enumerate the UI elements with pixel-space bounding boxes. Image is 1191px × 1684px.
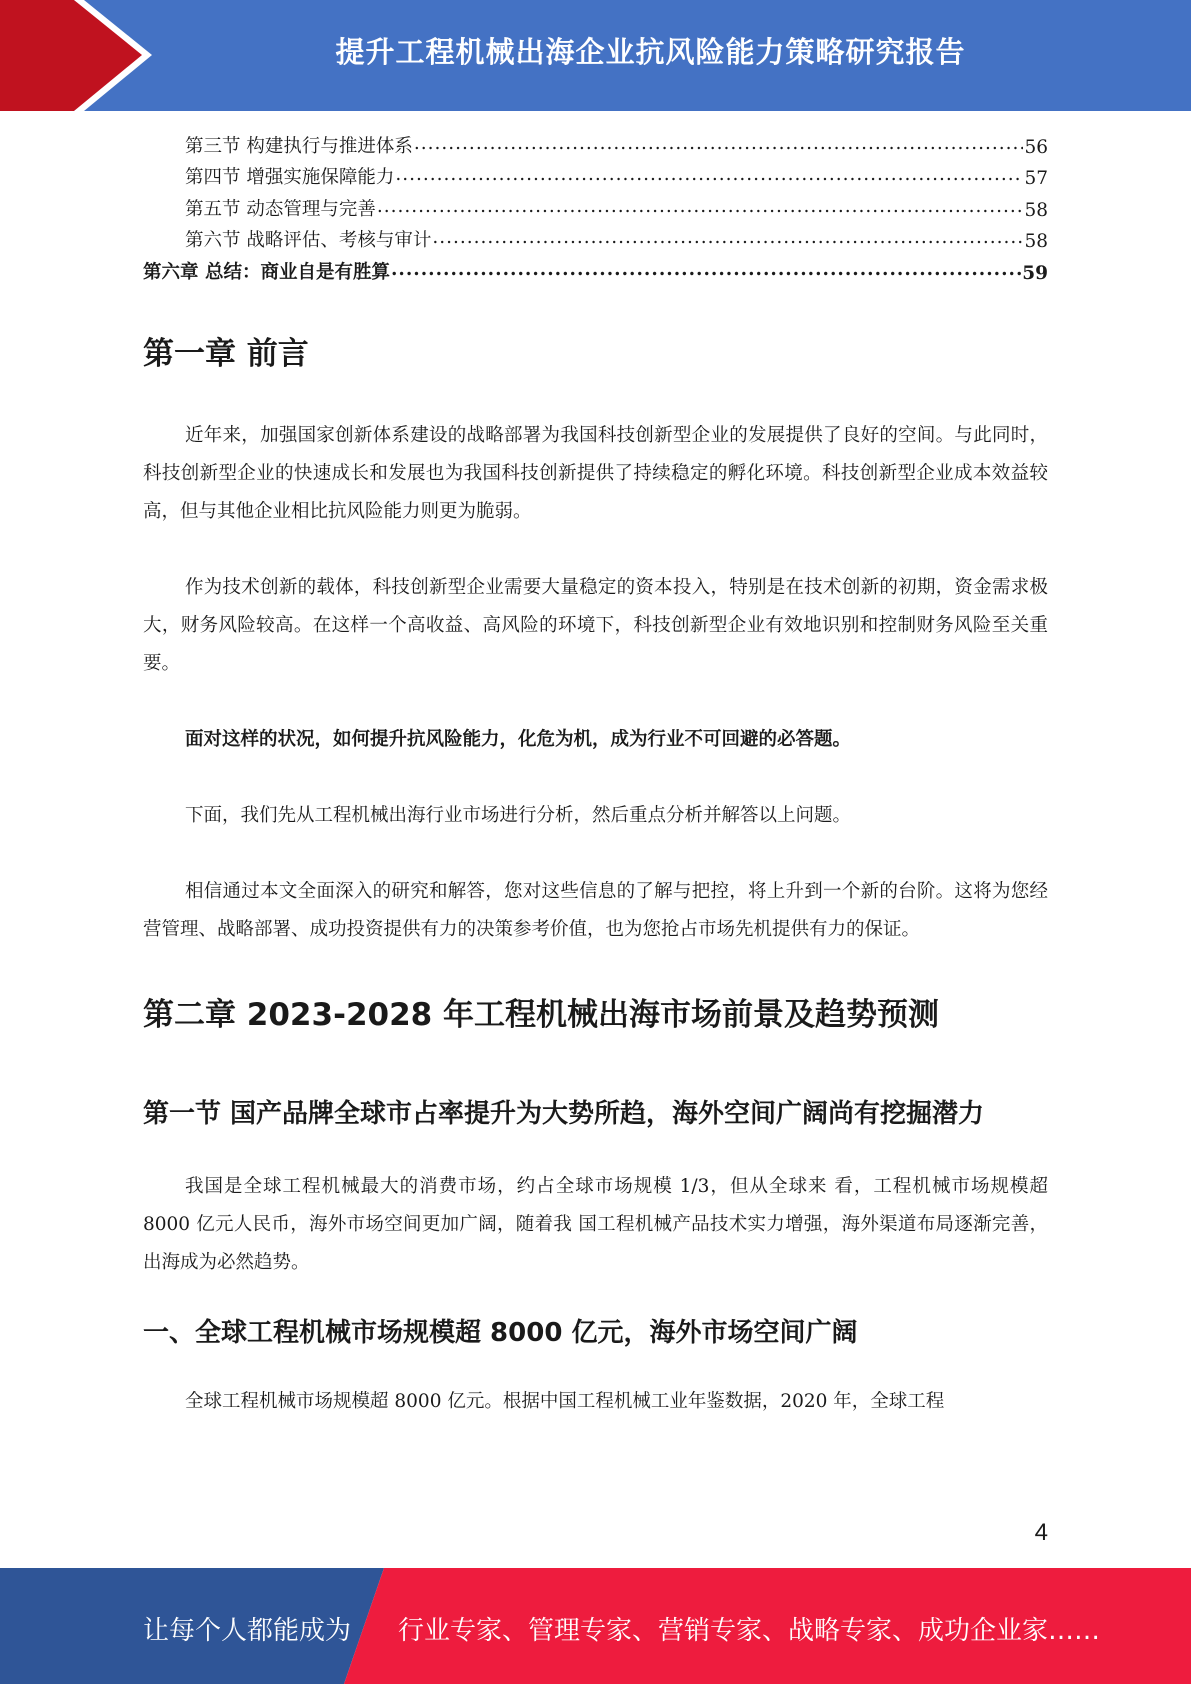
section1-heading: 第一节 国产品牌全球市占率提升为大势所趋，海外空间广阔尚有挖掘潜力 (143, 1098, 985, 1129)
toc-leader-dots (377, 202, 1024, 216)
page-number: 4 (1034, 1519, 1048, 1546)
toc-entry-label: 第五节 动态管理与完善 (185, 198, 376, 220)
chapter1-paragraph: 近年来，加强国家创新体系建设的战略部署为我国科技创新型企业的发展提供了良好的空间。与此同时，科技创新型企业的快速成长和发展也为我国科技创新提供了持续稳定的孵化环境。科技创新型企业成本效益较高，但与其他企业相比抗风险能力则更为脆弱。 (143, 424, 1048, 522)
toc-entry[interactable] (143, 189, 1048, 221)
section1-paragraph: 我国是全球工程机械最大的消费市场，约占全球市场规模 1/3，但从全球来 看，工程机械市场规模超 8000 亿元人民币，海外市场空间更加广阔，随着我 国工程机械产品技术实力增强，海外渠道布局逐渐完善，出海成为必然趋势。 (143, 1175, 1048, 1273)
chapter1-paragraph: 相信通过本文全面深入的研究和解答，您对这些信息的了解与把控，将上升到一个新的台阶。这将为您经营管理、战略部署、成功投资提供有力的决策参考价值，也为您抢占市场先机提供有力的保证。 (143, 880, 1048, 940)
toc-entry-label: 第三节 构建执行与推进体系 (185, 135, 413, 157)
toc-entry-chapter[interactable] (143, 252, 1048, 284)
toc-leader-dots (395, 170, 1023, 184)
toc-entry[interactable] (143, 158, 1048, 190)
toc-entry-label: 第六章 总结：商业自是有胜算 (143, 261, 390, 283)
header-arrow-decoration (0, 0, 160, 111)
footer-slogan-left: 让每个人都能成为 (143, 1616, 352, 1646)
toc-entry-label: 第四节 增强实施保障能力 (185, 167, 395, 188)
toc-entry-page: 59 (1022, 262, 1048, 284)
toc-leader-dots (414, 139, 1024, 153)
report-title: 提升工程机械出海企业抗风险能力策略研究报告 (335, 34, 966, 69)
chapter1-key-question: 面对这样的状况，如何提升抗风险能力，化危为机，成为行业不可回避的必答题。 (185, 728, 852, 750)
toc-entry-label: 第六节 战略评估、考核与审计 (185, 230, 432, 251)
chapter1-paragraph: 下面，我们先从工程机械出海行业市场进行分析，然后重点分析并解答以上问题。 (185, 804, 852, 826)
toc-entry-page: 58 (1024, 199, 1048, 221)
subsection1-paragraph: 全球工程机械市场规模超 8000 亿元。根据中国工程机械工业年鉴数据，2020 年，全球工程 (185, 1390, 945, 1412)
chapter1-heading: 第一章 前言 (143, 335, 309, 372)
toc-leader-dots (432, 233, 1023, 247)
footer-slogan-right: 行业专家、管理专家、营销专家、战略专家、成功企业家…… (398, 1616, 1101, 1646)
page-header (0, 0, 1191, 111)
toc-entry-page: 58 (1024, 231, 1048, 252)
toc-entry[interactable] (143, 221, 1048, 253)
toc-entry[interactable] (143, 126, 1048, 158)
toc-entry-page: 57 (1024, 168, 1048, 189)
page-content (143, 126, 1048, 1421)
chapter1-paragraph: 作为技术创新的载体，科技创新型企业需要大量稳定的资本投入，特别是在技术创新的初期，资金需求极大，财务风险较高。在这样一个高收益、高风险的环境下，科技创新型企业有效地识别和控制财务风险至关重要。 (143, 576, 1048, 674)
chapter2-heading: 第二章 2023-2028 年工程机械出海市场前景及趋势预测 (143, 996, 940, 1033)
toc-entry-page: 56 (1024, 136, 1048, 158)
toc-leader-dots (391, 265, 1021, 279)
subsection1-heading: 一、全球工程机械市场规模超 8000 亿元，海外市场空间广阔 (143, 1317, 858, 1348)
table-of-contents (143, 126, 1048, 284)
